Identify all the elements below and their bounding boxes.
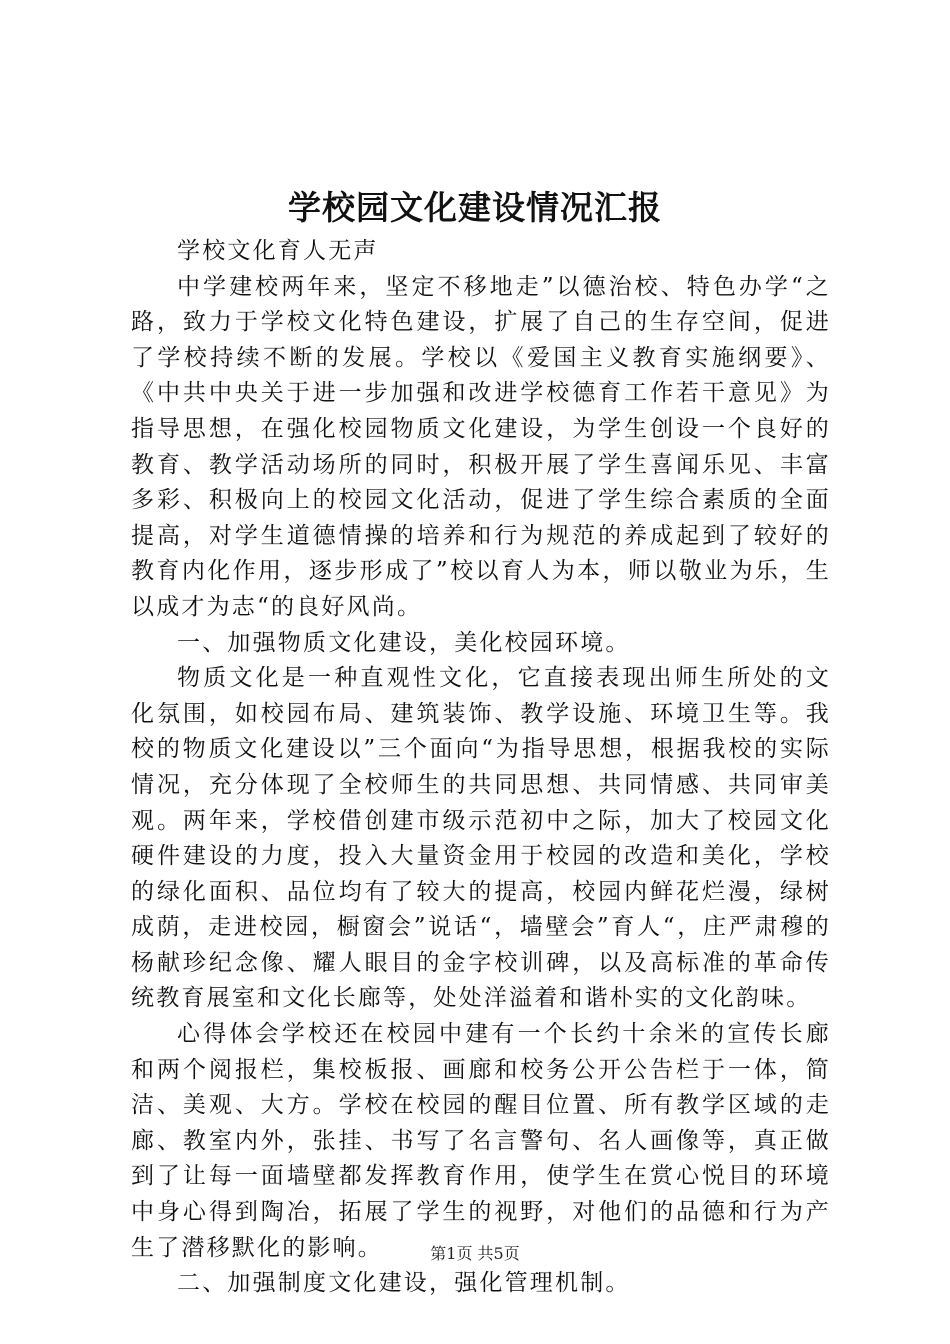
paragraph-corridor: 心得体会学校还在校园中建有一个长约十余米的宣传长廊和两个阅报栏，集校板报、画廊和校务公开公告栏于一体，简洁、美观、大方。学校在校园的醒目位置、所有教学区域的走廊、教室内外，张挂、书写了名言警句、名人画像等，真正做到了让每一面墙壁都发挥教育作用，使学生在赏心悦目的环境中身心得到陶冶，拓展了学生的视野，对他们的品德和行为产生了潜移默化的影响。 — [131, 1021, 831, 1261]
section-heading-1: 一、加强物质文化建设，美化校园环境。 — [177, 629, 631, 656]
paragraph-intro: 中学建校两年来，坚定不移地走”以德治校、特色办学“之路，致力于学校文化特色建设，扩展了自己的生存空间，促进了学校持续不断的发展。学校以《爱国主义教育实施纲要》、《中共中央关于进一步加强和改进学校德育工作若干意见》为指导思想，在强化校园物质文化建设，为学生创设一个良好的教育、教学活动场所的同时，积极开展了学生喜闻乐见、丰富多彩、积极向上的校园文化活动，促进了学生综合素质的全面提高，对学生道德情操的培养和行为规范的养成起到了较好的教育内化作用，逐步形成了”校以育人为本，师以敬业为乐，生以成才为志“的良好风尚。 — [131, 273, 831, 620]
document-title: 学校园文化建设情况汇报 — [288, 188, 662, 227]
page-number-footer: 第1页 共5页 — [430, 1244, 520, 1263]
section-heading-2: 二、加强制度文化建设，强化管理机制。 — [177, 1270, 631, 1297]
paragraph-physical-culture: 物质文化是一种直观性文化，它直接表现出师生所处的文化氛围，如校园布局、建筑装饰、教学设施、环境卫生等。我校的物质文化建设以”三个面向“为指导思想，根据我校的实际情况，充分体现了全校师生的共同思想、共同情感、共同审美观。两年来，学校借创建市级示范初中之际，加大了校园文化硬件建设的力度，投入大量资金用于校园的改造和美化，学校的绿化面积、品位均有了较大的提高，校园内鲜花烂漫，绿树成荫，走进校园，橱窗会”说话“，墙壁会”育人“，庄严肃穆的杨献珍纪念像、耀人眼目的金字校训碑，以及高标准的革命传统教育展室和文化长廊等，处处洋溢着和谐朴实的文化韵味。 — [131, 665, 831, 1012]
paragraph-subtitle: 学校文化育人无声 — [177, 238, 379, 264]
document-body — [131, 234, 831, 1302]
